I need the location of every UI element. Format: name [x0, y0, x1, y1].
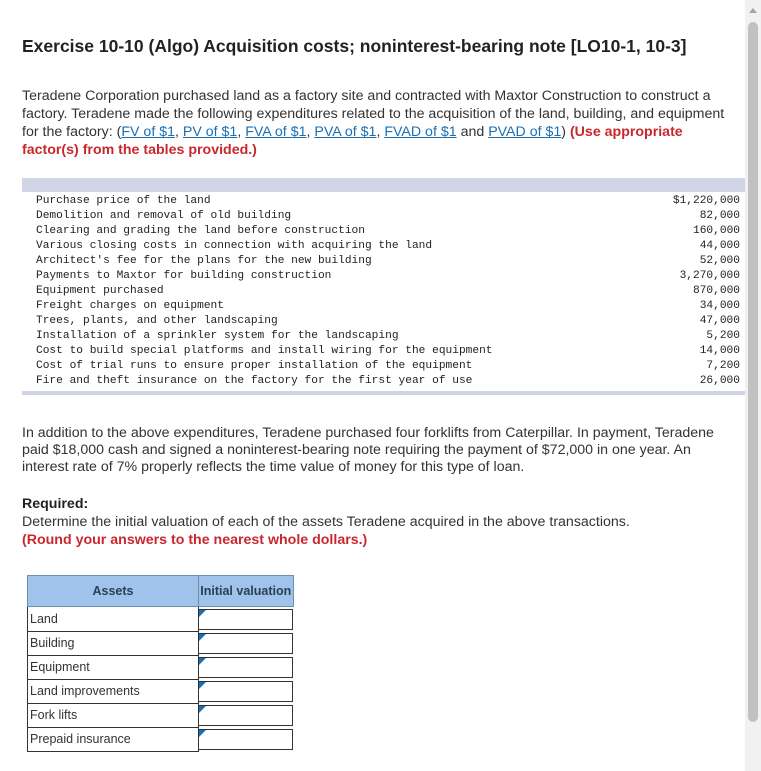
expenditures-table: [22, 178, 746, 395]
expenditure-item: Purchase price of the land: [36, 195, 211, 207]
expenditure-amount: 44,000: [699, 240, 740, 252]
link-pv[interactable]: PV of $1: [182, 124, 238, 140]
required-heading: Required:: [22, 496, 89, 512]
expenditure-row: [22, 359, 746, 374]
valuation-cell: [199, 679, 294, 703]
valuation-cell: [199, 631, 294, 655]
expenditure-item: Clearing and grading the land before construction: [36, 225, 365, 237]
valuation-input-land[interactable]: [199, 610, 292, 629]
valuation-input-land-improvements[interactable]: [199, 682, 292, 701]
valuation-input-wrap: [199, 705, 293, 726]
required-text: Determine the initial valuation of each of the assets Teradene acquired in the above transactions.: [22, 514, 630, 530]
intro-paragraph: Teradene Corporation purchased land as a factory site and contracted with Maxtor Construction to construct a factory. Teradene made the following expenditures related to the acquisition of the land, building, and equipment for the factory: (FV of $1, PV of $1, FVA of $1, PVA of $1, FVAD of $1 and PVAD of $1) (Use appropriate factor(s) from the tables provided.): [22, 88, 725, 158]
valuation-header: Initial valuation: [199, 576, 294, 607]
link-pvad[interactable]: PVAD of $1: [488, 124, 562, 140]
expenditure-amount: 52,000: [699, 255, 740, 267]
expenditure-amount: 26,000: [699, 375, 740, 387]
expenditure-amount: 5,200: [706, 330, 740, 342]
expenditure-item: Trees, plants, and other landscaping: [36, 315, 278, 327]
expenditure-row: [22, 194, 746, 209]
answer-row: [28, 679, 294, 703]
expenditure-item: Payments to Maxtor for building construction: [36, 270, 332, 282]
asset-label-fork-lifts: Fork lifts: [28, 703, 199, 727]
close-paren: ): [561, 124, 566, 140]
expenditure-row: [22, 284, 746, 299]
forklift-paragraph: In addition to the above expenditures, Teradene purchased four forklifts from Caterpillar. In payment, Teradene paid $18,000 cash and signed a noninterest-bearing note requiring the payment of $72,000 in one year. An interest rate of 7% properly reflects the time value of money for this type of loan.: [22, 425, 714, 475]
expenditure-amount: 7,200: [706, 360, 740, 372]
valuation-cell: [199, 727, 294, 751]
link-fvad[interactable]: FVAD of $1: [384, 124, 457, 140]
valuation-cell: [199, 655, 294, 679]
asset-label-land: Land: [28, 607, 199, 632]
and-word: and: [460, 124, 485, 140]
input-marker-icon: [199, 634, 206, 641]
expenditure-row: [22, 374, 746, 389]
assets-header: Assets: [28, 576, 199, 607]
input-marker-icon: [199, 658, 206, 665]
valuation-input-equipment[interactable]: [199, 658, 292, 677]
page-title: Exercise 10-10 (Algo) Acquisition costs; noninterest-bearing note [LO10-1, 10-3]: [22, 36, 687, 56]
rounding-note: (Round your answers to the nearest whole dollars.): [22, 532, 368, 548]
expenditure-item: Various closing costs in connection with acquiring the land: [36, 240, 433, 252]
asset-label-prepaid-insurance: Prepaid insurance: [28, 727, 199, 751]
answer-header-row: [28, 576, 294, 607]
expenditure-item: Cost of trial runs to ensure proper installation of the equipment: [36, 360, 473, 372]
expenditure-row: [22, 269, 746, 284]
expenditure-item: Freight charges on equipment: [36, 300, 224, 312]
expenditure-amount: 47,000: [699, 315, 740, 327]
answer-row: [28, 631, 294, 655]
intro-text: Teradene Corporation purchased land as a factory site and contracted with Maxtor Construction to construct a factory. Teradene made the following expenditures related to the acquisition of the land, building, and equipment for the factory: (: [22, 88, 725, 140]
scroll-thumb[interactable]: [748, 22, 758, 722]
answer-row: [28, 703, 294, 727]
expenditure-item: Architect's fee for the plans for the new building: [36, 255, 372, 267]
asset-label-building: Building: [28, 631, 199, 655]
valuation-cell: [199, 607, 294, 632]
link-pva[interactable]: PVA of $1: [314, 124, 377, 140]
expenditure-amount: $1,220,000: [672, 195, 740, 207]
expenditure-amount: 34,000: [699, 300, 740, 312]
expenditure-row: [22, 314, 746, 329]
answer-row: [28, 607, 294, 632]
expenditure-item: Demolition and removal of old building: [36, 210, 292, 222]
scroll-up-arrow-icon[interactable]: [749, 8, 757, 13]
expenditure-item: Fire and theft insurance on the factory for the first year of use: [36, 375, 473, 387]
expenditure-row: [22, 299, 746, 314]
valuation-input-wrap: [199, 657, 293, 678]
expenditure-item: Cost to build special platforms and install wiring for the equipment: [36, 345, 493, 357]
vertical-scrollbar[interactable]: [745, 0, 761, 771]
expenditure-amount: 14,000: [699, 345, 740, 357]
asset-label-equipment: Equipment: [28, 655, 199, 679]
valuation-input-building[interactable]: [199, 634, 292, 653]
expenditure-item: Installation of a sprinkler system for the landscaping: [36, 330, 399, 342]
input-marker-icon: [199, 706, 206, 713]
valuation-input-prepaid-insurance[interactable]: [199, 730, 292, 749]
input-marker-icon: [199, 730, 206, 737]
expenditure-amount: 870,000: [693, 285, 740, 297]
instruction-note: (Use appropriate factor(s) from the tables provided.): [22, 124, 683, 158]
valuation-input-wrap: [199, 729, 293, 750]
expenditure-row: [22, 224, 746, 239]
valuation-input-wrap: [199, 681, 293, 702]
expenditure-row: [22, 254, 746, 269]
answer-table: [27, 575, 294, 752]
expenditure-row: [22, 344, 746, 359]
answer-row: [28, 727, 294, 751]
input-marker-icon: [199, 610, 206, 617]
valuation-cell: [199, 703, 294, 727]
valuation-input-wrap: [199, 609, 293, 630]
valuation-input-fork-lifts[interactable]: [199, 706, 292, 725]
expenditure-amount: 3,270,000: [679, 270, 740, 282]
input-marker-icon: [199, 682, 206, 689]
expenditure-amount: 160,000: [693, 225, 740, 237]
valuation-input-wrap: [199, 633, 293, 654]
expenditure-row: [22, 209, 746, 224]
link-fva[interactable]: FVA of $1: [245, 124, 307, 140]
expenditure-row: [22, 239, 746, 254]
expenditure-amount: 82,000: [699, 210, 740, 222]
expenditure-item: Equipment purchased: [36, 285, 164, 297]
answer-row: [28, 655, 294, 679]
expenditure-row: [22, 329, 746, 344]
asset-label-land-improvements: Land improvements: [28, 679, 199, 703]
link-fv[interactable]: FV of $1: [121, 124, 175, 140]
